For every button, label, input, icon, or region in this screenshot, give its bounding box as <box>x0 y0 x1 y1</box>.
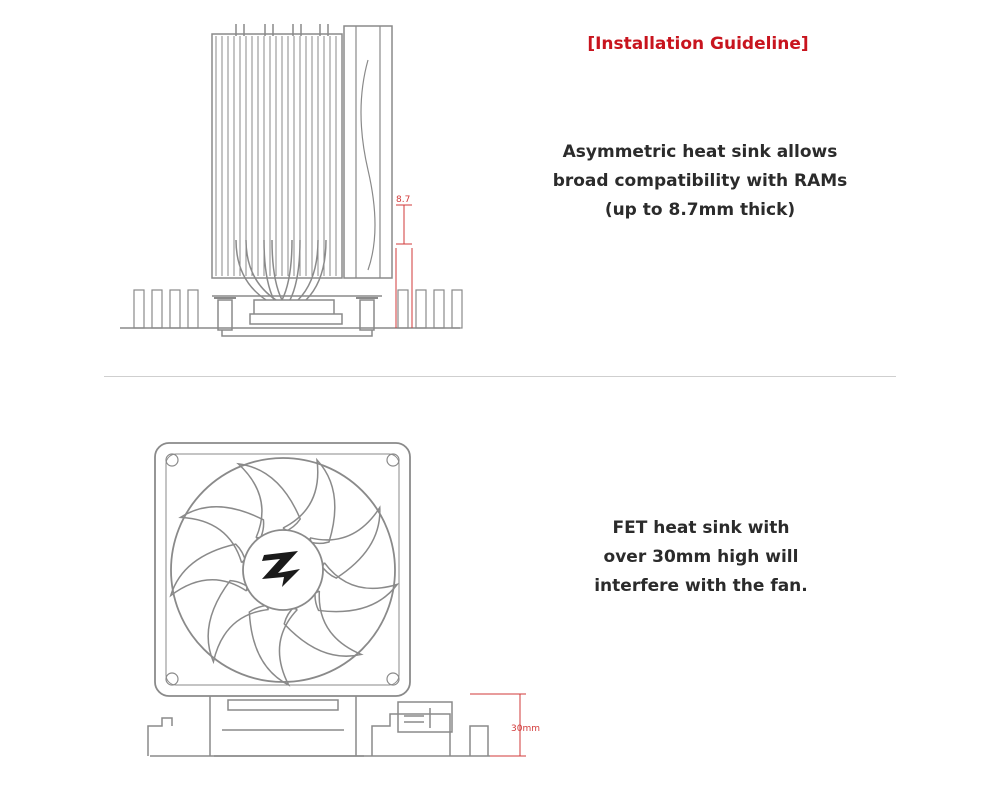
fan-blade <box>309 551 400 617</box>
ram-line-3: (up to 8.7mm thick) <box>604 200 796 220</box>
fet-line-2: over 30mm high will <box>603 547 799 567</box>
ram-clearance-dimension-label: 8.7 <box>396 195 411 205</box>
fet-clearance-dimension-label: 30mm <box>511 724 540 734</box>
ram-line-1: Asymmetric heat sink allows <box>562 142 838 162</box>
fet-line-3: interfere with the fan. <box>594 576 808 596</box>
ram-line-2: broad compatibility with RAMs <box>552 171 848 191</box>
fet-line-1: FET heat sink with <box>612 518 790 538</box>
installation-guideline-title: [Installation Guideline] <box>587 34 809 54</box>
